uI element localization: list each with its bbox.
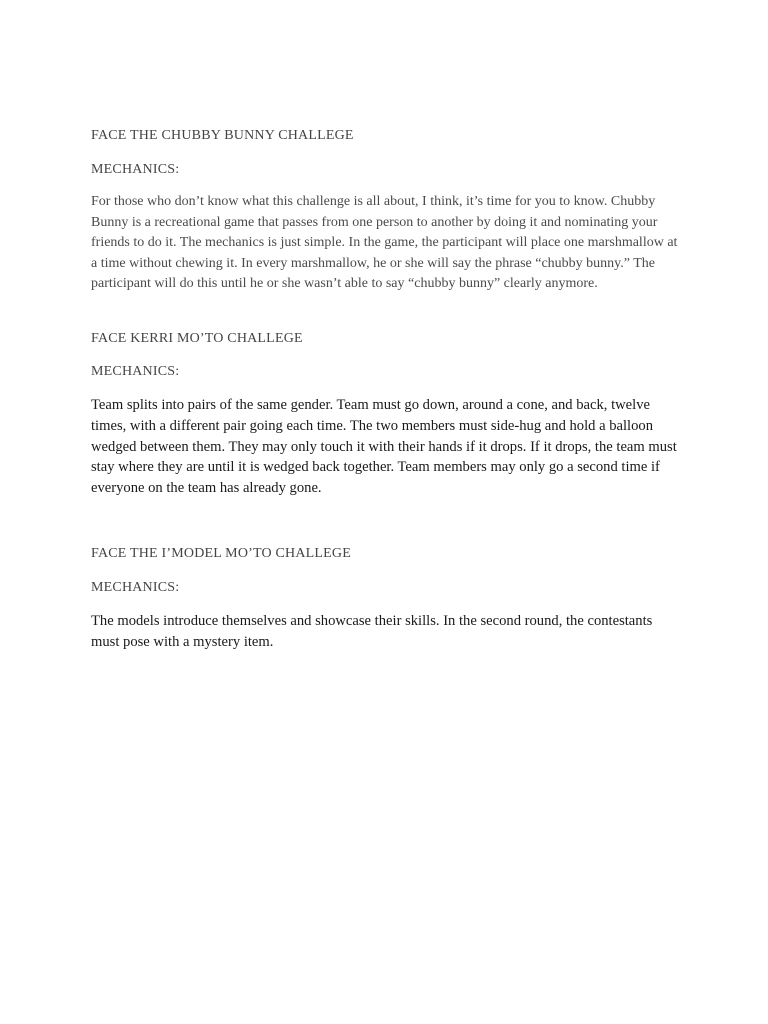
mechanics-label-chubby-bunny: MECHANICS: xyxy=(91,162,180,177)
body-paragraph-imodel-moto: The models introduce themselves and showcase their skills. In the second round, the contestants must pose with a mystery item. xyxy=(91,613,653,650)
body-paragraph-chubby-bunny: For those who don’t know what this challenge is all about, I think, it’s time for you to know. Chubby Bunny is a recreational game that passes from one person to another by doing it and nominating your friends to do it. The mechanics is just simple. In the game, the participant will place one marshmallow at a time without chewing it. In every marshmallow, he or she will say the phrase “chubby bunny.” The participant will do this until he or she wasn’t able to say “chubby bunny” clearly anymore. xyxy=(91,194,678,291)
mechanics-label-kerri-moto: MECHANICS: xyxy=(91,364,180,379)
section-title-kerri-moto: FACE KERRI MO’TO CHALLEGE xyxy=(91,331,303,346)
mechanics-label-imodel-moto: MECHANICS: xyxy=(91,580,180,595)
body-paragraph-kerri-moto: Team splits into pairs of the same gender. Team must go down, around a cone, and back, twelve times, with a different pair going each time. The two members must side-hug and hold a balloon wedged between them. They may only touch it with their hands if it drops. If it drops, the team must stay where they are until it is wedged back together. Team members may only go a second time if everyone on the team has already gone. xyxy=(91,397,677,497)
section-title-imodel-moto: FACE THE I’MODEL MO’TO CHALLEGE xyxy=(91,546,351,561)
section-title-chubby-bunny: FACE THE CHUBBY BUNNY CHALLEGE xyxy=(91,128,354,143)
